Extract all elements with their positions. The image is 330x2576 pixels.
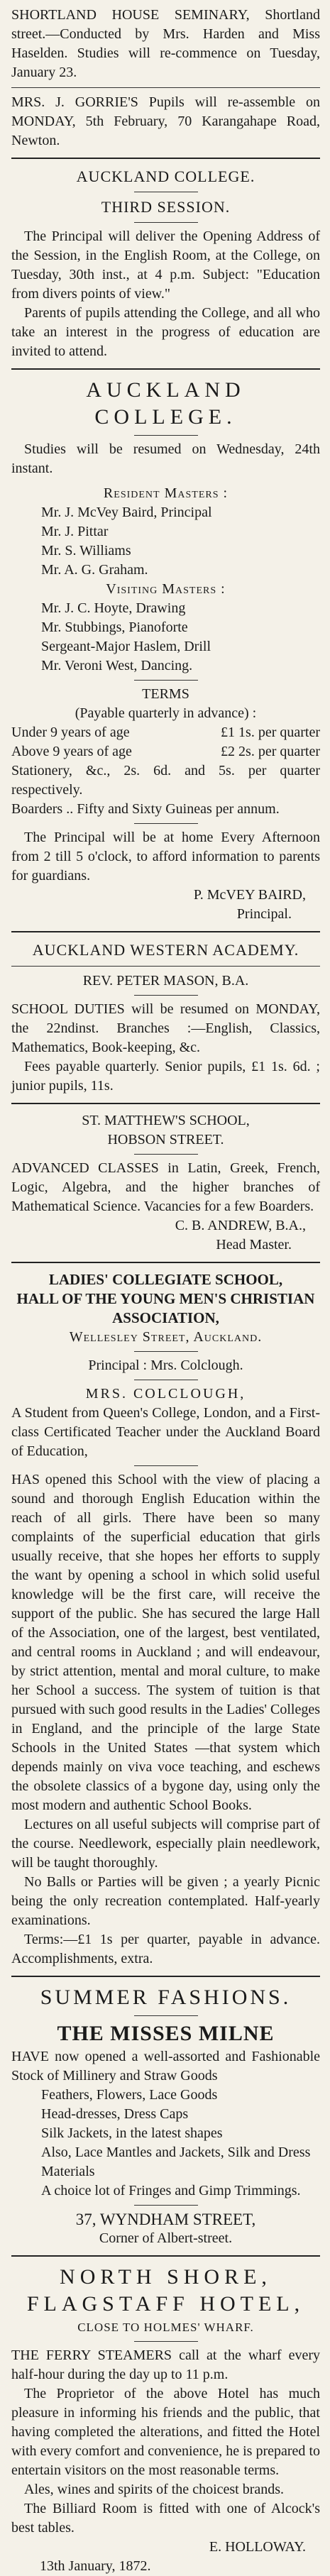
western-academy-ad	[11, 940, 320, 1096]
divider	[11, 2255, 320, 2257]
st-matthews-address: HOBSON STREET.	[107, 1132, 224, 1147]
session-address: The Principal will deliver the Opening Address of the Session, in the English Room, at the College, on Tuesday, 30th inst., at 4 p.m. Subject: "Education from divers points of view."	[11, 229, 320, 302]
auckland-college-session-ad	[11, 166, 320, 361]
studies-resume: Studies will be resumed on Wednesday, 24th instant.	[11, 441, 320, 476]
north-shore-date: 13th January, 1872.	[40, 2558, 151, 2574]
milne-intro: HAVE now opened a well-assorted and Fashionable Stock of Millinery and Straw Goods	[11, 2049, 320, 2084]
milne-item: Also, Lace Mantles and Jackets, Silk and Dress Materials	[41, 2145, 311, 2179]
ladies-principal: Principal : Mrs. Colclough.	[88, 1358, 243, 1373]
terms-value: £1 1s. per quarter	[221, 725, 320, 740]
milne-items	[11, 2086, 320, 2201]
st-matthews-title: ST. MATTHEW'S SCHOOL,	[82, 1113, 250, 1128]
north-shore-ad	[11, 2264, 320, 2576]
visiting-master: Mr. Stubbings, Pianoforte	[41, 620, 188, 635]
milne-title: THE MISSES MILNE	[57, 2022, 275, 2045]
divider	[134, 222, 198, 223]
milne-item: Head-dresses, Dress Caps	[41, 2106, 189, 2122]
north-shore-billiard: The Billiard Room is fitted with one of Alcock's best tables.	[11, 2501, 320, 2536]
st-matthews-text: ADVANCED CLASSES in Latin, Greek, French, Logic, Algebra, and the higher branches of Mathematical Science. Vacancies for a few Boarders.	[11, 1160, 320, 1214]
ladies-body: HAS opened this School with the view of placing a sound and thorough English Education within the reach of all girls. There have been so many complaints of the superficial education that girls usually receive, that she hopes her efforts to supply the want by opening a school in which solid useful knowledge will be the first care, will receive the support of the public. She has secured the large Hall of the Association, one of the largest, best ventilated, and central rooms in Auckland ; and will endeavour, by strict attention, mental and moral culture, to make her School a success. The system of tuition is that pursued with such good results in the Ladies' Colleges in England, and the principle of the large State Schools in the United States —that system which depends mainly on viva voce teaching, and eschews the obsolete classics of a bygone day, using only the most modern and authentic School Books.	[11, 1472, 320, 1813]
resident-list	[11, 503, 320, 580]
resident-heading: Resident Masters :	[103, 485, 229, 501]
divider	[134, 1154, 198, 1155]
auckland-college-studies-ad	[11, 377, 320, 924]
north-shore-sub: CLOSE TO HOLMES' WHARF.	[77, 2321, 254, 2334]
divider	[134, 995, 198, 996]
divider	[11, 87, 320, 88]
divider	[11, 1262, 320, 1263]
ladies-address: Wellesley Street, Auckland.	[69, 1329, 263, 1345]
ladies-lectures: Lectures on all useful subjects will comprise part of the course. Needlework, especially plain needlework, will be taught thoroughly.	[11, 1817, 320, 1871]
terms-intro: (Payable quarterly in advance) :	[75, 705, 257, 721]
resident-master: Mr. J. McVey Baird, Principal	[41, 505, 212, 520]
terms-row	[11, 723, 320, 742]
signature-role: Principal.	[236, 906, 292, 922]
visiting-master: Sergeant-Major Haslem, Drill	[41, 639, 211, 654]
terms-heading: TERMS	[142, 686, 189, 702]
divider	[11, 1976, 320, 1977]
flagstaff-title: FLAGSTAFF HOTEL,	[26, 2292, 305, 2316]
home-text: The Principal will be at home Every Afternoon from 2 till 5 o'clock, to afford information to parents for guardians.	[11, 830, 320, 884]
milne-address: 37, WYNDHAM STREET,	[75, 2211, 256, 2228]
boarders-text: Boarders .. Fifty and Sixty Guineas per annum.	[11, 801, 280, 817]
gorrie-text: MRS. J. GORRIE'S Pupils will re-assemble on MONDAY, 5th February, 70 Karangahape Road, Newton.	[11, 94, 320, 148]
western-title: AUCKLAND WESTERN ACADEMY.	[32, 941, 299, 959]
visiting-master: Mr. J. C. Hoyte, Drawing	[41, 600, 186, 616]
colclough-name: MRS. COLCLOUGH,	[85, 1386, 246, 1402]
resident-master: Mr. J. Pittar	[41, 524, 109, 539]
divider	[11, 1103, 320, 1104]
milne-item: A choice lot of Fringes and Gimp Trimmings.	[41, 2183, 301, 2198]
terms-value: £2 2s. per quarter	[221, 744, 320, 759]
seminary-ad	[11, 0, 320, 82]
session-title: THIRD SESSION.	[101, 198, 231, 216]
terms-label: Under 9 years of age	[11, 725, 130, 740]
signature-name: E. HOLLOWAY.	[209, 2539, 306, 2555]
north-shore-ferry: THE FERRY STEAMERS call at the wharf every half-hour during the day up to 11 p.m.	[11, 2347, 320, 2382]
divider	[11, 158, 320, 159]
north-shore-title: NORTH SHORE,	[60, 2265, 272, 2289]
western-duties: SCHOOL DUTIES will be resumed on MONDAY, the 22ndinst. Branches :—English, Classics, Mathematics, Book-keeping, &c.	[11, 1001, 320, 1055]
divider	[134, 2205, 198, 2206]
visiting-list	[11, 599, 320, 676]
summer-title: SUMMER FASHIONS.	[40, 1986, 292, 2009]
ladies-collegiate-ad	[11, 1270, 320, 1969]
milne-corner: Corner of Albert-street.	[99, 2230, 233, 2246]
milne-item: Feathers, Flowers, Lace Goods	[41, 2087, 218, 2103]
milne-item: Silk Jackets, in the latest shapes	[41, 2125, 223, 2141]
western-fees: Fees payable quarterly. Senior pupils, £1 1s. 6d. ; junior pupils, 11s.	[11, 1059, 320, 1094]
visiting-master: Mr. Veroni West, Dancing.	[41, 658, 193, 673]
divider	[11, 931, 320, 932]
divider	[134, 1465, 198, 1466]
terms-label: Above 9 years of age	[11, 744, 132, 759]
ladies-title: LADIES' COLLEGIATE SCHOOL,	[48, 1271, 283, 1288]
st-matthews-ad	[11, 1111, 320, 1255]
divider	[134, 1351, 198, 1352]
stationery-text: Stationery, &c., 2s. 6d. and 5s. per quarter respectively.	[11, 763, 320, 798]
north-shore-ales: Ales, wines and spirits of the choicest brands.	[24, 2482, 285, 2497]
gorrie-ad	[11, 93, 320, 150]
terms-row	[11, 742, 320, 761]
summer-fashions-ad	[11, 1984, 320, 2248]
ladies-terms: Terms:—£1 1s per quarter, payable in advance. Accomplishments, extra.	[11, 1932, 320, 1966]
ladies-subtitle: HALL OF THE YOUNG MEN'S CHRISTIAN ASSOCIATION,	[16, 1290, 315, 1326]
college-title-2: AUCKLAND COLLEGE.	[86, 378, 246, 429]
divider	[134, 2341, 198, 2342]
colclough-credentials: A Student from Queen's College, London, and a First-class Certificated Teacher under the Auckland Board of Education,	[11, 1405, 320, 1459]
resident-master: Mr. S. Williams	[41, 543, 131, 558]
western-rev: REV. PETER MASON, B.A.	[82, 973, 249, 989]
ladies-balls: No Balls or Parties will be given ; a yearly Picnic being the only recreation contemplated. Half-yearly examinations.	[11, 1874, 320, 1928]
divider	[11, 966, 320, 967]
signature-name: P. McVEY BAIRD,	[193, 887, 306, 903]
divider	[11, 368, 320, 370]
seminary-text: SHORTLAND HOUSE SEMINARY, Shortland street.—Conducted by Mrs. Harden and Miss Haselden. Studies will re-commence on Tuesday, January 23.	[11, 7, 320, 80]
divider	[134, 435, 198, 436]
resident-master: Mr. A. G. Graham.	[41, 562, 148, 578]
signature-role: Head Master.	[216, 1237, 292, 1253]
north-shore-proprietor: The Proprietor of the above Hotel has much pleasure in informing his friends and the public, that having completed the alterations, and fitted the Hotel with every comfort and convenience, he is prepared to entertain visitors on the most reasonable terms.	[11, 2386, 320, 2478]
divider	[134, 823, 198, 824]
divider	[134, 2015, 198, 2016]
college-title: AUCKLAND COLLEGE.	[76, 167, 255, 185]
session-invitation: Parents of pupils attending the College, and all who take an interest in the progress of education are invited to attend.	[11, 305, 320, 359]
signature-name: C. B. ANDREW, B.A.,	[175, 1218, 306, 1233]
visiting-heading: Visiting Masters :	[106, 581, 226, 597]
divider	[134, 680, 198, 681]
